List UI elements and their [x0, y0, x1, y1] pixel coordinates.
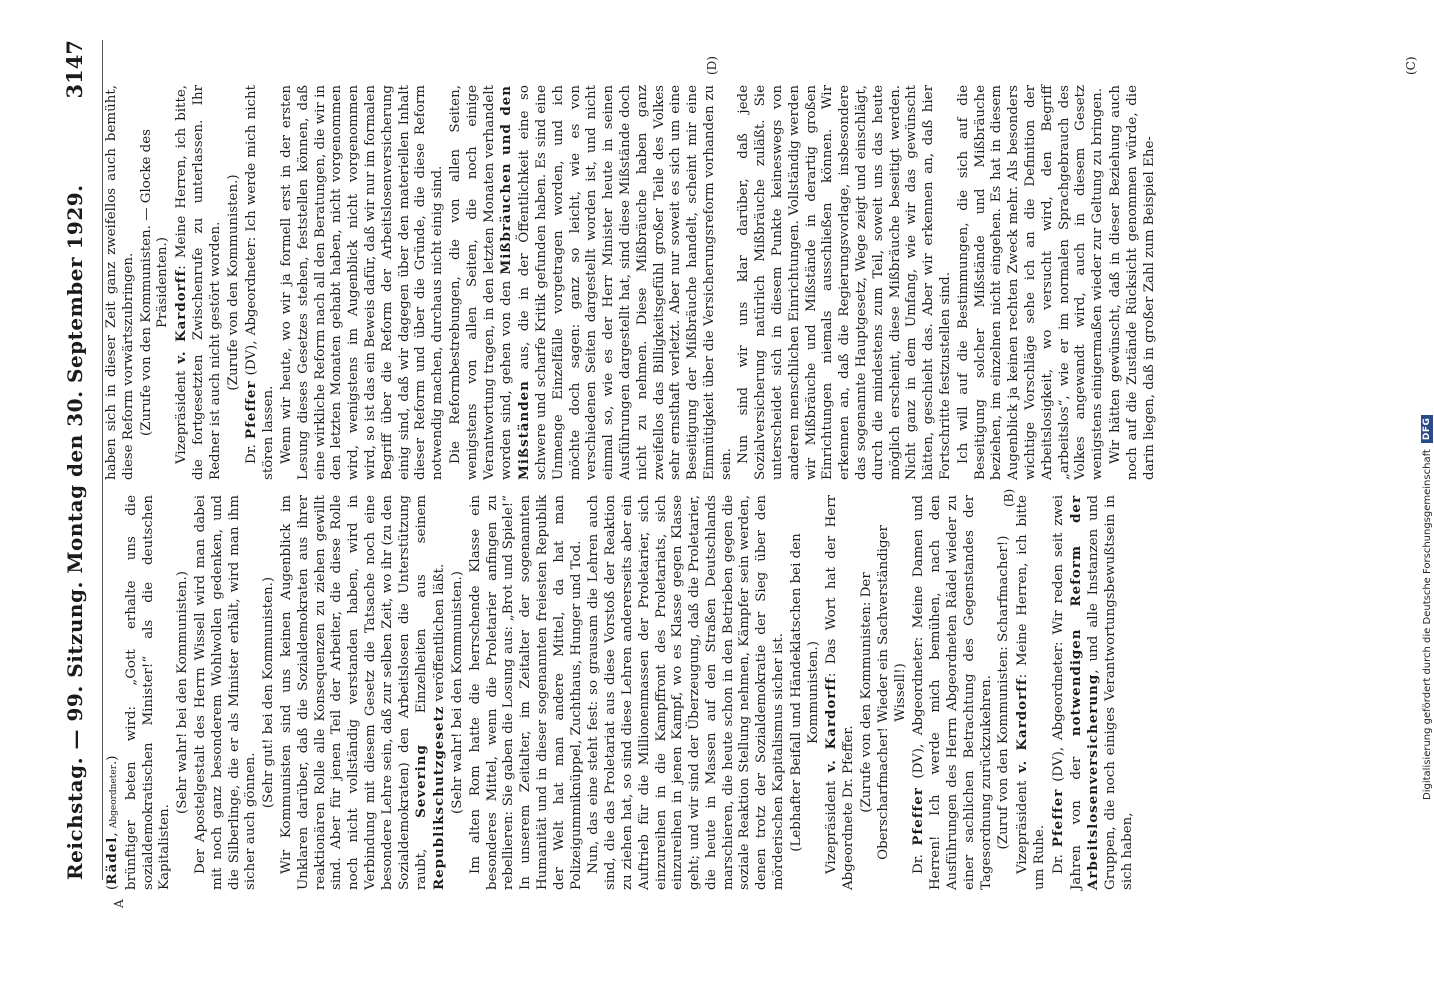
right-column-paragraph: (Zurufe von den Kommunisten.) — [225, 174, 241, 391]
left-column-paragraph: (Lebhafter Beifall und Händeklatschen bei den Kommunisten.) — [788, 533, 821, 852]
left-column-paragraph: (Sehr wahr! bei den Kommunisten.) — [449, 570, 465, 815]
left-column-paragraph: Nun, das eine steht fest: so grausam die Lehren auch sind, die das Proletariat aus diese Vorstoß der Reaktion zu ziehen hat, so sind diese Lehren andererseits aber ein Auftrieb für die Millionenmassen der Proletarier, sich einzureihen in die Kampffront des Proletariats, sich einzureihen in jenen Kampf, wo es Klasse gegen Klasse geht; und wir sind der Überzeugung, daß die Proletarier, die heute in Massen auf den Straßen Deutschlands marschieren, die heute schon in den Betrieben gegen die soziale Reaktion Stellung nehmen, Kämpfer sein werden, denen trotz der Sozialdemokratie der Sieg über den mörderischen Kapitalismus sicher ist. — [586, 495, 787, 890]
speaker-name: v. Kardorff — [1014, 678, 1031, 773]
speaker-name: notwendigen Reform der Arbeitslosenversicherung — [1067, 494, 1102, 890]
dfg-logo: DFG — [1421, 415, 1433, 444]
right-column-paragraph: Ich will auf die Bestimmungen, die sich auf die Beseitigung solcher Mißstände und Mißbräuche beziehen, im einzelnen nicht eingehen. Es hat in diesem Augenblick ja keinen rechten Zweck mehr. Als besonders wichtige Vorschläge sehe ich an die Definition der Arbeitslosigkeit, wo versucht wird, den Begriff „arbeitslos“, wie er im normalen Sprachgebrauch des Volkes angewandt wird, auch in diesem Gesetz wenigstens einigermaßen wieder zur Geltung zu bringen. — [955, 85, 1106, 480]
left-column-paragraph: Wir Kommunisten sind uns keinen Augenblick im Unklaren darüber, daß die Sozialdemokraten aus ihrer reaktionären Rolle alle Konsequenzen zu ziehen gewillt sind. Aber für jenen Teil der Arbeiter, die diese Rolle noch nicht vollständig verstanden haben, wird in Verbindung mit diesem Gesetz die Tatsache noch eine besondere Lehre sein, daß zur selben Zeit, wo ihr (zu den Sozialdemokraten) den Arbeitslosen die Unterstützung raubt, Severing Einzelheiten aus seinem Republikschutzgesetz veröffentlichen läßt. — [278, 495, 448, 890]
left-column-paragraph: brünftiger beten wird: „Gott erhalte uns die sozialdemokratischen Minister!“ als die deutschen Kapitalisten. — [123, 495, 173, 890]
speaker-name: v. Kardorff — [823, 677, 840, 773]
left-column-paragraph: Der Apostelgestalt des Herrn Wissell wird man dabei mit noch ganz besonderem Wohlwollen gedenken, und die Silberlinge, die er als Minister erhält, wird man ihm sicher auch gönnen. — [192, 495, 259, 890]
text-column-left — [104, 495, 1138, 890]
margin-mark-d: (D) — [705, 56, 719, 75]
running-head-title: Reichstag. — 99. Sitzung. Montag den 30. September 1929. — [63, 184, 87, 880]
speaker-name: Severing — [413, 744, 430, 818]
left-column-paragraph: Dr. Pfeffer (DV), Abgeordneter: Wir reden seit zwei Jahren von der notwendigen Reform der Arbeitslosenversicherung, und alle Instanzen und Gruppen, die noch einiges Verantwortungsbewußtsein in sich haben, — [1049, 494, 1136, 890]
margin-mark-a: A — [112, 899, 126, 908]
left-column-paragraph: Vizepräsident v. Kardorff: Meine Herren, ich bitte um Ruhe. — [1014, 495, 1048, 890]
speaker-name: Rädel — [104, 836, 120, 885]
right-column-paragraph: haben sich in dieser Zeit ganz zweifellos auch bemüht, diese Reform vorwärtszubringen. — [104, 85, 136, 480]
margin-mark-c: (C) — [1404, 56, 1418, 75]
page-number: 3147 — [62, 40, 87, 99]
speaker-name: Republikschutzgesetz — [431, 705, 448, 890]
speaker-name: Pfeffer — [910, 787, 927, 846]
left-column-paragraph: (Rädel, Abgeordneter.) — [104, 755, 120, 890]
speaker-name: Mißbräuchen und den Mißständen — [498, 85, 533, 480]
right-column-paragraph: Dr. Pfeffer (DV), Abgeordneter: Ich werde mich nicht stören lassen. — [243, 85, 277, 480]
right-column-paragraph: Die Reformbestrebungen, die von allen Seiten, wenigstens von allen Seiten, die noch einige Verantwortung tragen, in den letzten Monaten verhandelt worden sind, gehen von den Mißbräuchen und den Mißständen aus, die in der Öffentlichkeit eine so schwere und scharfe Kritik gefunden haben. Es sind eine Unmenge Einzelfälle vorgetragen worden, und ich möchte doch sagen: ganz so leicht, wie es von verschiedenen Seiten dargestellt worden ist, und nicht einmal so, wie es der Herr Minister heute in seinen Ausführungen dargestellt hat, sind diese Mißstände doch nicht zu nehmen. Diese Mißbräuche haben ganz zweifellos das Billigkeitsgefühl großer Teile des Volkes sehr ernsthaft verletzt. Aber nur soweit es sich um eine Beseitigung der Mißbräuche handelt, scheint mir eine Einmütigkeit über die Versicherungsreform vorhanden zu sein. — [447, 85, 734, 480]
left-column-paragraph: Im alten Rom hatte die herrschende Klasse ein besonderes Mittel, wenn die Proletarier anfingen zu rebellieren: Sie gaben die Losung aus: „Brot und Spiele!“ In unserem Zeitalter, im Zeitalter der sogenannten Humanität und in dieser sogenannten freiesten Republik der Welt hat man andere Mittel, da hat man Polizeigummiknüppel, Zuchthaus, Hunger und Tod. — [467, 495, 584, 890]
left-column-paragraph: (Sehr gut! bei den Kommunisten.) — [261, 576, 277, 809]
right-column-paragraph: Wir hätten gewünscht, daß in dieser Beziehung auch noch auf die Zustände Rücksicht genommen würde, die darin liegen, daß in großer Zahl zum Beispiel Ehe- — [1108, 85, 1157, 480]
funding-credit-text: Digitalisierung gefördert durch die Deutsche Forschungsgemeinschaft — [1421, 449, 1433, 800]
right-column-paragraph: (Zurufe von den Kommunisten. — Glocke des Präsidenten.) — [138, 129, 171, 436]
right-column-paragraph: Nun sind wir uns klar darüber, daß jede Sozialversicherung natürlich Mißbräuche zuläßt. Sie unterscheidet sich in diesem Punkte keineswegs von anderen menschlichen Einrichtungen. Vollständig werden wir Mißbräuche und Mißstände in derartig großen Einrichtungen niemals ausschließen können. Wir erkennen an, daß die Regierungsvorlage, insbesondere das sogenannte Hauptgesetz, Wege zeigt und einschlägt, durch die mindestens zum Teil, soweit uns das heute möglich erscheint, diese Mißbräuche beseitigt werden. Nicht ganz in dem Umfang, wie wir das gewünscht hätten, geschieht das. Aber wir erkennen an, daß hier Fortschritte festzustellen sind. — [736, 85, 954, 480]
left-column-paragraph: (Sehr wahr! bei den Kommunisten.) — [175, 570, 191, 815]
speaker-name: Pfeffer — [243, 380, 260, 439]
right-column-paragraph: Vizepräsident v. Kardorff: Meine Herren, ich bitte, die fortgesetzten Zwischenrufe zu unterlassen. Ihr Redner ist auch nicht gestört worden. — [173, 84, 223, 480]
funding-credit — [1420, 200, 1434, 800]
left-column-paragraph: Dr. Pfeffer (DV), Abgeordneter: Meine Damen und Herren! Ich werde mich bemühen, nach den Ausführungen des Herrn Abgeordneten Rädel wieder zu einer sachlichen Betrachtung des Gegenstandes der Tagesordnung zurückzukehren. — [910, 495, 994, 890]
speaker-name: v. Kardorff — [173, 269, 190, 364]
left-column-paragraph: (Zuruf von den Kommunisten: Scharfmacher!) — [996, 535, 1012, 850]
left-column-paragraph: (Zurufe von den Kommunisten: Der Oberscharfmacher! Wieder ein Sachverständiger Wissell!) — [859, 525, 908, 860]
speaker-name: Pfeffer — [1049, 788, 1066, 848]
left-column-paragraph: Vizepräsident v. Kardorff: Das Wort hat der Herr Abgeordnete Dr. Pfeffer. — [823, 495, 857, 890]
margin-mark-b: (B) — [1002, 488, 1016, 507]
running-head — [62, 40, 103, 880]
text-column-right — [104, 85, 1159, 480]
right-column-paragraph: Wenn wir heute, wo wir ja formell erst in der ersten Lesung dieses Gesetzes stehen, feststellen können, daß eine wirkliche Reform nach all den Beratungen, die wir in den letzten Monaten gehabt haben, nicht vorgenommen wird, wenigstens im Augenblick nicht vorgenommen wird, so ist das ein Beweis dafür, daß wir nur im formalen Begriff über die Reform der Arbeitslosenversicherung einig sind, daß wir dagegen über den materiellen Inhalt dieser Reform und über die Gründe, die diese Reform notwendig machen, durchaus nicht einig sind. — [278, 85, 446, 480]
